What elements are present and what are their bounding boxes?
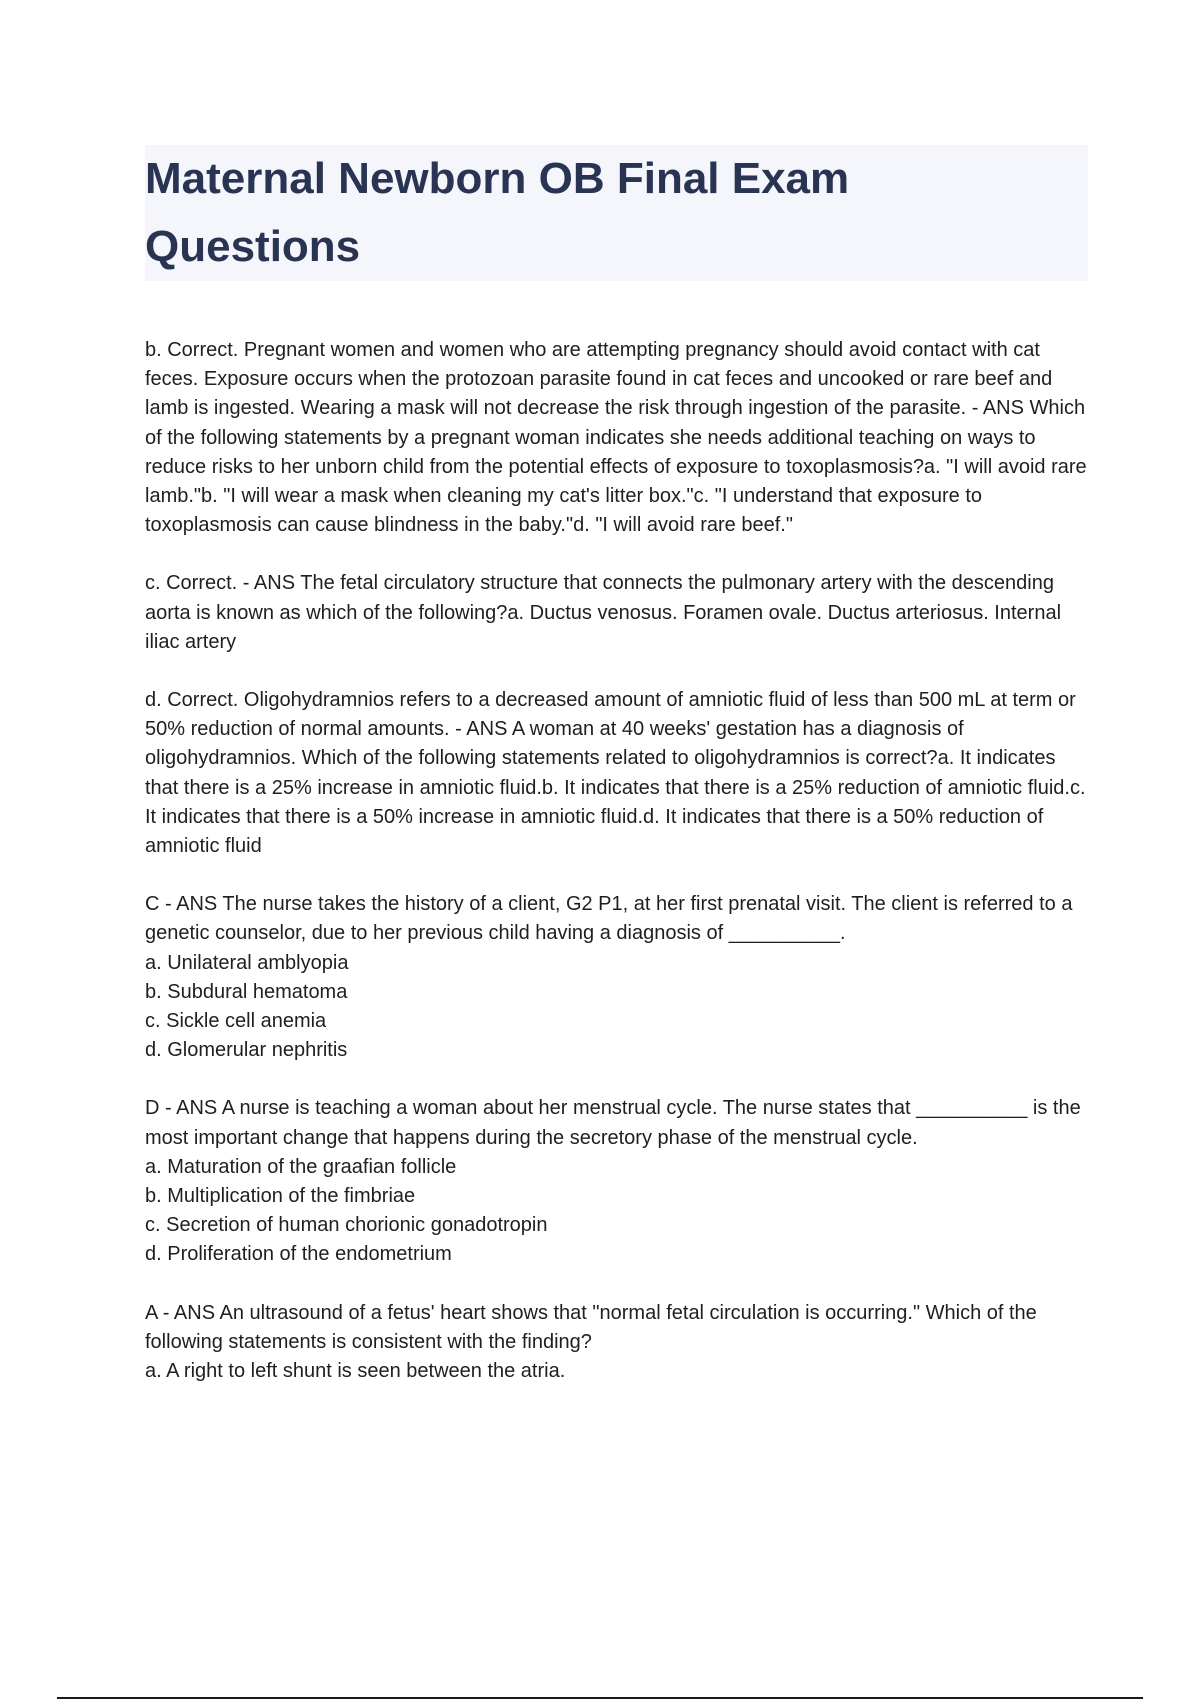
qa-text: D - ANS A nurse is teaching a woman about her menstrual cycle. The nurse states that __________ is the most important change that happens during the secretory phase of the menstrual cycle.: [145, 1097, 1081, 1149]
answer-option: c. Secretion of human chorionic gonadotropin: [145, 1214, 548, 1237]
answer-option: b. Multiplication of the fimbriae: [145, 1185, 416, 1208]
answer-option: a. Unilateral amblyopia: [145, 951, 349, 974]
qa-text: d. Correct. Oligohydramnios refers to a decreased amount of amniotic fluid of less than 500 mL at term or 50% reduction of normal amounts. - ANS A woman at 40 weeks' gestation has a diagnosis of oligohydramnios. Which of the following statements related to oligohydramnios is correct?a. It indicates that there is a 25% increase in amniotic fluid.b. It indicates that there is a 25% reduction of amniotic fluid.c. It indicates that there is a 50% increase in amniotic fluid.d. It indicates that there is a 50% reduction of amniotic fluid: [145, 689, 1086, 858]
qa-block: [145, 686, 1090, 861]
page-title-line-1: Maternal Newborn OB Final Exam: [145, 154, 850, 203]
qa-text: A - ANS An ultrasound of a fetus' heart shows that "normal fetal circulation is occurring." Which of the following statements is consistent with the finding?: [145, 1301, 1037, 1353]
qa-block: [145, 1094, 1090, 1269]
qa-text: c. Correct. - ANS The fetal circulatory structure that connects the pulmonary artery with the descending aorta is known as which of the following?a. Ductus venosus. Foramen ovale. Ductus arteriosus. Internal iliac artery: [145, 572, 1062, 653]
qa-block: [145, 890, 1090, 1065]
answer-option: a. Maturation of the graafian follicle: [145, 1155, 457, 1178]
answer-option: b. Subdural hematoma: [145, 980, 348, 1003]
qa-text: b. Correct. Pregnant women and women who are attempting pregnancy should avoid contact with cat feces. Exposure occurs when the protozoan parasite found in cat feces and uncooked or rare beef and lamb is ingested. Wearing a mask will not decrease the risk through ingestion of the parasite. - ANS Which of the following statements by a pregnant woman indicates she needs additional teaching on ways to reduce risks to her unborn child from the potential effects of exposure to toxoplasmosis?a. "I will avoid rare lamb."b. "I will wear a mask when cleaning my cat's litter box."c. "I understand that exposure to toxoplasmosis can cause blindness in the baby."d. "I will avoid rare beef.": [145, 339, 1087, 537]
answer-option: c. Sickle cell anemia: [145, 1010, 327, 1033]
page-title-line-2: Questions: [145, 222, 361, 271]
qa-block: [145, 569, 1090, 657]
answer-option: a. A right to left shunt is seen between the atria.: [145, 1360, 566, 1383]
footer-divider: [57, 1697, 1143, 1699]
qa-block: [145, 1299, 1090, 1387]
answer-option: d. Glomerular nephritis: [145, 1039, 348, 1062]
document-body: [145, 336, 1090, 1415]
qa-block: [145, 336, 1090, 540]
page-title: [145, 145, 1088, 281]
qa-text: C - ANS The nurse takes the history of a client, G2 P1, at her first prenatal visit. The client is referred to a genetic counselor, due to her previous child having a diagnosis of __________.: [145, 893, 1073, 945]
title-banner: [145, 145, 1088, 281]
answer-option: d. Proliferation of the endometrium: [145, 1243, 452, 1266]
